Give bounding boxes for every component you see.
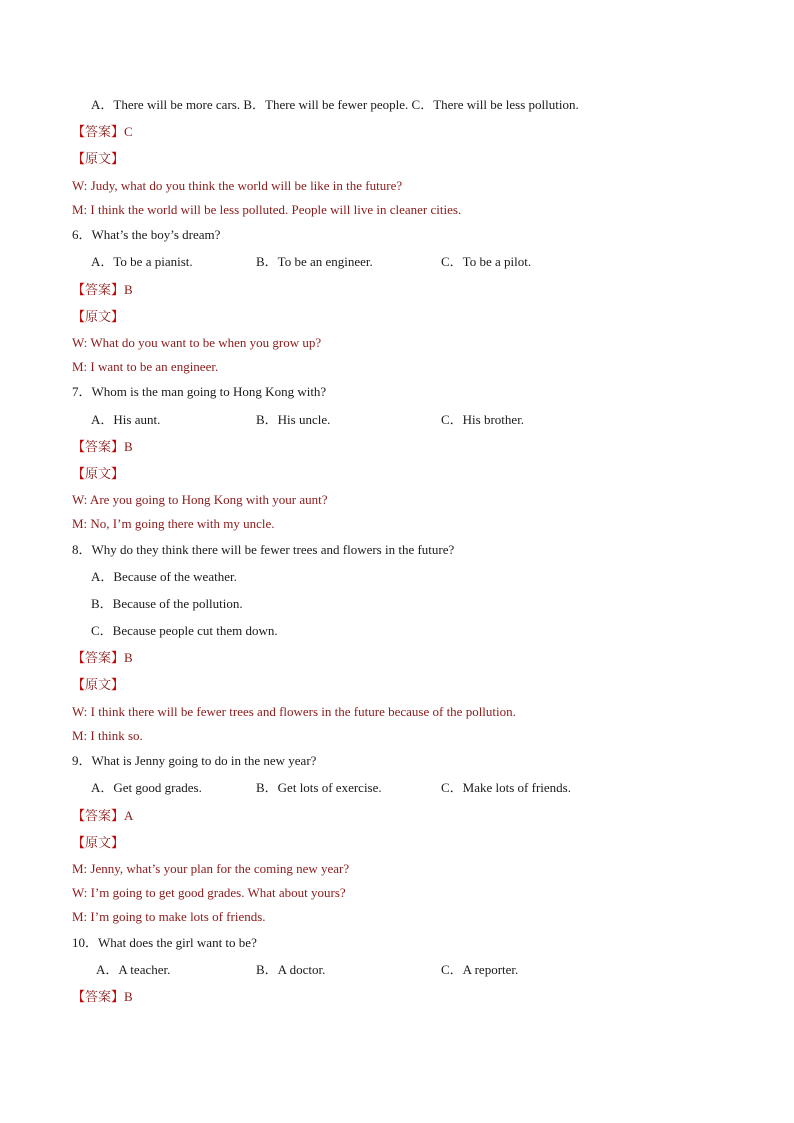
q7-option-b: B．His uncle. [256,412,331,427]
q6-transcript-line: W: What do you want to be when you grow up? [72,335,322,350]
q5-transcript-line: W: Judy, what do you think the world will be like in the future? [72,178,403,193]
q10-option-a: A．A teacher. [96,962,171,977]
q8-transcript-line: M: I think so. [72,728,143,743]
q8-transcript-line: W: I think there will be fewer trees and flowers in the future because of the pollution. [72,704,516,719]
q6-option-a: A．To be a pianist. [91,254,193,269]
q8-answer-value: B [124,650,133,665]
q9-question: 9．What is Jenny going to do in the new year? [72,753,317,768]
q9-option-c: C．Make lots of friends. [441,780,571,795]
q6-answer-value: B [124,282,133,297]
q8-question: 8．Why do they think there will be fewer trees and flowers in the future? [72,542,455,557]
q5-answer-value: C [124,124,133,139]
q9-answer-label: 【答案】A [72,808,134,823]
q9-source-label: 【原文】 [72,835,125,850]
q6-answer-label: 【答案】B [72,282,133,297]
q8-option-b: B．Because of the pollution. [91,596,243,611]
q9-transcript-line: M: I’m going to make lots of friends. [72,909,266,924]
q10-answer-label: 【答案】B [72,989,133,1004]
q7-answer-label: 【答案】B [72,439,133,454]
q7-option-a: A．His aunt. [91,412,161,427]
q8-option-a: A．Because of the weather. [91,569,237,584]
q6-source-label: 【原文】 [72,309,125,324]
q8-answer-label: 【答案】B [72,650,133,665]
q7-question: 7．Whom is the man going to Hong Kong with? [72,384,327,399]
q9-transcript-line: W: I’m going to get good grades. What about yours? [72,885,346,900]
q10-answer-value: B [124,989,133,1004]
q6-option-c: C．To be a pilot. [441,254,532,269]
q9-option-b: B．Get lots of exercise. [256,780,382,795]
q9-answer-value: A [124,808,134,823]
q10-option-b: B．A doctor. [256,962,326,977]
q7-transcript-line: W: Are you going to Hong Kong with your aunt? [72,492,328,507]
q5-transcript-line: M: I think the world will be less polluted. People will live in cleaner cities. [72,202,462,217]
q7-transcript-line: M: No, I’m going there with my uncle. [72,516,275,531]
q8-option-c: C．Because people cut them down. [91,623,278,638]
q7-answer-value: B [124,439,133,454]
q6-question: 6．What’s the boy’s dream? [72,227,221,242]
q5-options: A．There will be more cars. B．There will be fewer people. C．There will be less pollution. [91,97,579,112]
q7-source-label: 【原文】 [72,466,125,481]
q5-answer-label: 【答案】C [72,124,133,139]
q8-source-label: 【原文】 [72,677,125,692]
q10-question: 10．What does the girl want to be? [72,935,257,950]
q9-option-a: A．Get good grades. [91,780,202,795]
q9-transcript-line: M: Jenny, what’s your plan for the coming new year? [72,861,350,876]
q6-option-b: B．To be an engineer. [256,254,373,269]
q5-source-label: 【原文】 [72,151,125,166]
q10-option-c: C．A reporter. [441,962,519,977]
q6-transcript-line: M: I want to be an engineer. [72,359,219,374]
q7-option-c: C．His brother. [441,412,525,427]
